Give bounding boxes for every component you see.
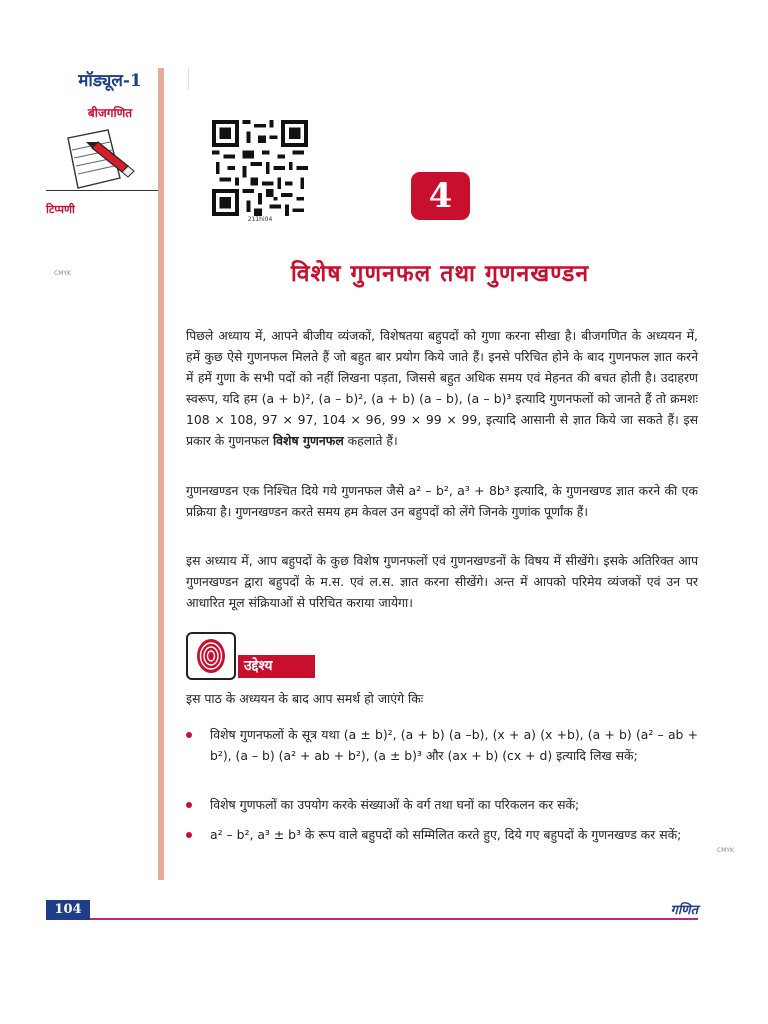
objectives-frame <box>186 632 236 680</box>
footer-subject: गणित <box>670 903 698 918</box>
intro-paragraph-3: इस अध्याय में, आप बहुपदों के कुछ विशेष गुणनफलों एवं गुणनखण्डनों के विषय में सीखेंगे। इसके अतिरिक्त आप गुणनखण्डन द्वारा बहुपदों के म.स. एवं ल.स. ज्ञात करना सीखेंगे। अन्त में आपको परिमेय व्यंजकों एवं उन पर आधारित मूल संक्रियाओं से परिचित कराया जायेगा। <box>186 553 698 610</box>
intro-paragraph-2: गुणनखण्डन एक निश्चित दिये गये गुणनफल जैसे a² – b², a³ + 8b³ इत्यादि, के गुणनखण्ड ज्ञात करने की एक प्रक्रिया है। गुणनखण्डन करते समय हम केवल उन बहुपदों को लेंगे जिनके गुणांक पूर्णांक हैं। <box>186 483 698 519</box>
cmyk-mark-right: CMYK <box>717 847 734 854</box>
subject-label: बीजगणित <box>87 106 133 120</box>
margin-bar <box>158 68 164 880</box>
chapter-number-badge: 4 <box>411 172 470 220</box>
bullet-icon <box>186 732 192 738</box>
objectives-heading: उद्देश्य <box>244 658 273 674</box>
sidebar-rule <box>46 190 158 191</box>
bold-term: विशेष गुणनफल <box>272 433 344 448</box>
margin-tick <box>188 68 189 90</box>
notes-label: टिप्पणी <box>46 203 75 216</box>
module-label: मॉड्यूल-1 <box>78 71 142 91</box>
qr-code-label: 211hi04 <box>247 216 273 223</box>
chapter-title: विशेष गुणनफल तथा गुणनखण्डन <box>290 261 590 287</box>
intro-paragraph-1: पिछले अध्याय में, आपने बीजीय व्यंजकों, विशेषतया बहुपदों को गुणा करना सीखा है। बीजगणित के अध्ययन में, हमें कुछ ऐसे गुणनफल मिलते हैं जो बहुत बार प्रयोग किये जाते हैं। इनसे परिचित होने के बाद गुणनफल ज्ञात करने में हमें गुणा के सभी पदों को नहीं लिखना पड़ता, जिससे बहुत अधिक समय एवं मेहनत की बचत होती है। उदाहरण स्वरूप, यदि हम (a + b)², (a – b)², (a + b) (a – b), (a – b)³ इत्यादि गुणनफलों को जानते हैं तो क्रमशः 108 × 108, 97 × 97, 104 × 96, 99 × 99 × 99, इत्यादि आसानी से ज्ञात किये जा सकते हैं। इस प्रकार के गुणनफल विशेष गुणनफल कहलाते हैं। <box>186 328 698 448</box>
bullet-icon <box>186 802 192 808</box>
footer-rule <box>46 918 698 920</box>
bullet-icon <box>186 832 192 838</box>
cmyk-mark-left: CMYK <box>54 270 71 277</box>
objectives-intro: इस पाठ के अध्ययन के बाद आप समर्थ हो जाएंगे किः <box>186 691 424 706</box>
qr-code <box>211 120 309 216</box>
target-icon <box>188 634 234 678</box>
notepad-pencil-icon <box>58 120 140 200</box>
page-number: 104 <box>46 900 90 920</box>
